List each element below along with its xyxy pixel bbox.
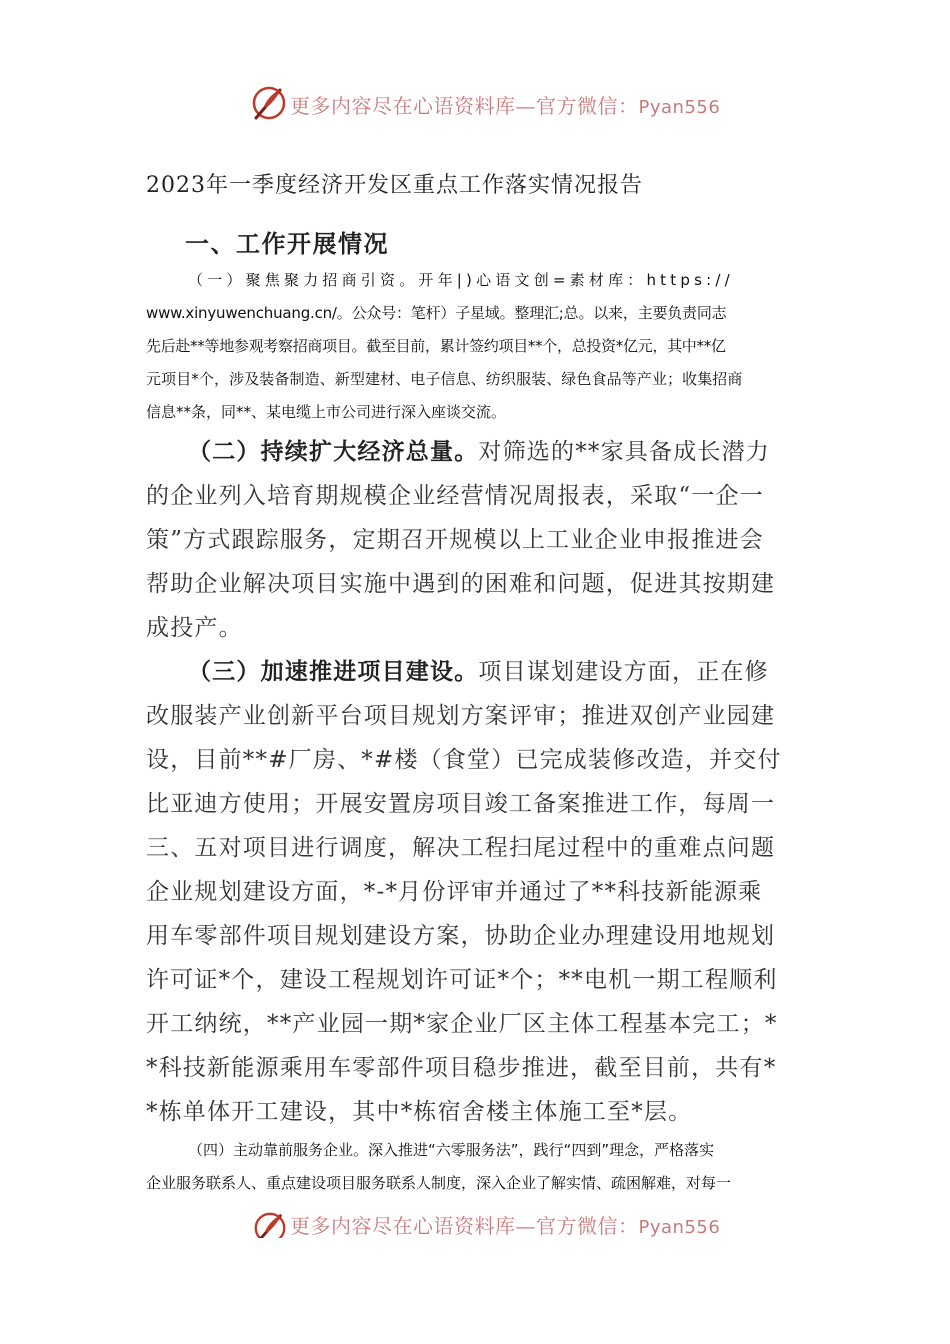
quill-logo-icon	[252, 1210, 288, 1238]
paragraph-line: 比亚迪方使用；开展安置房项目竣工备案推进工作，每周一	[146, 791, 776, 817]
paragraph-lead: （二）持续扩大经济总量。	[188, 438, 479, 465]
paragraph-line: 策”方式跟踪服务，定期召开规模以上工业企业申报推进会	[146, 527, 764, 553]
paragraph-lead: （三）加速推进项目建设。	[188, 658, 479, 685]
header-banner-cn: 更多内容尽在心语资料库—官方微信：	[290, 94, 639, 118]
paragraph-line: 三、五对项目进行调度，解决工程扫尾过程中的重难点问题	[146, 835, 776, 861]
paragraph-line: 许可证*个，建设工程规划许可证*个；**电机一期工程顺利	[146, 967, 778, 993]
paragraph-1	[146, 264, 806, 429]
paragraph-3	[146, 650, 808, 1134]
paragraph-line: 先后赴**等地参观考察招商项目。截至目前，累计签约项目**个，总投资*亿元，其中**亿	[146, 337, 726, 355]
paragraph-line: *栋单体开工建设，其中*栋宿舍楼主体施工至*层。	[146, 1099, 693, 1125]
document-title: 2023年一季度经济开发区重点工作落实情况报告	[146, 173, 643, 198]
footer-banner	[250, 1206, 770, 1238]
paragraph-line: （四）主动靠前服务企业。深入推进“六零服务法”，践行“四到”理念，严格落实	[188, 1141, 715, 1159]
paragraph-line: 开工纳统，**产业园一期*家企业厂区主体工程基本完工；*	[146, 1011, 778, 1037]
header-banner-text	[290, 90, 720, 119]
header-banner	[250, 84, 770, 124]
paragraph-2	[146, 430, 808, 650]
paragraph-line: （一）聚焦聚力招商引资。开年|)心语文创=素材库：https://	[188, 271, 734, 289]
paragraph-line: 成投产。	[146, 615, 243, 641]
header-banner-wechat-id: Pyan556	[638, 97, 721, 118]
paragraph-line	[146, 430, 808, 474]
paragraph-4	[146, 1134, 806, 1200]
footer-banner-text	[290, 1210, 720, 1238]
paragraph-line	[146, 650, 808, 694]
paragraph-line: 企业规划建设方面，*-*月份评审并通过了**科技新能源乘	[146, 879, 763, 905]
section-heading: 一、工作开展情况	[185, 229, 389, 258]
paragraph-line: *科技新能源乘用车零部件项目稳步推进，截至目前，共有*	[146, 1055, 777, 1081]
paragraph-text: 项目谋划建设方面，正在修	[478, 659, 769, 685]
paragraph-text: 对筛选的**家具备成长潜力	[478, 439, 771, 465]
paragraph-line: 设，目前**#厂房、*#楼（食堂）已完成装修改造，并交付	[146, 747, 782, 773]
quill-logo-icon	[250, 84, 288, 122]
footer-banner-cn: 更多内容尽在心语资料库—官方微信：	[290, 1214, 639, 1238]
paragraph-line: 企业服务联系人、重点建设项目服务联系人制度，深入企业了解实情、疏困解难，对每一	[146, 1174, 732, 1192]
paragraph-line: 改服装产业创新平台项目规划方案评审；推进双创产业园建	[146, 703, 776, 729]
paragraph-line: 信息**条，同**、某电缆上市公司进行深入座谈交流。	[146, 403, 507, 421]
paragraph-line: www.xinyuwenchuang.cn/。公众号：笔杆）子星域。整理汇;总。以来，主要负责同志	[146, 304, 727, 322]
paragraph-line: 帮助企业解决项目实施中遇到的困难和问题，促进其按期建	[146, 571, 776, 597]
paragraph-line: 元项目*个，涉及装备制造、新型建材、电子信息、纺织服装、绿色食品等产业；收集招商	[146, 370, 743, 388]
footer-banner-wechat-id: Pyan556	[638, 1217, 721, 1238]
paragraph-line: 的企业列入培育期规模企业经营情况周报表，采取“一企一	[146, 483, 764, 509]
paragraph-line: 用车零部件项目规划建设方案，协助企业办理建设用地规划	[146, 923, 776, 949]
